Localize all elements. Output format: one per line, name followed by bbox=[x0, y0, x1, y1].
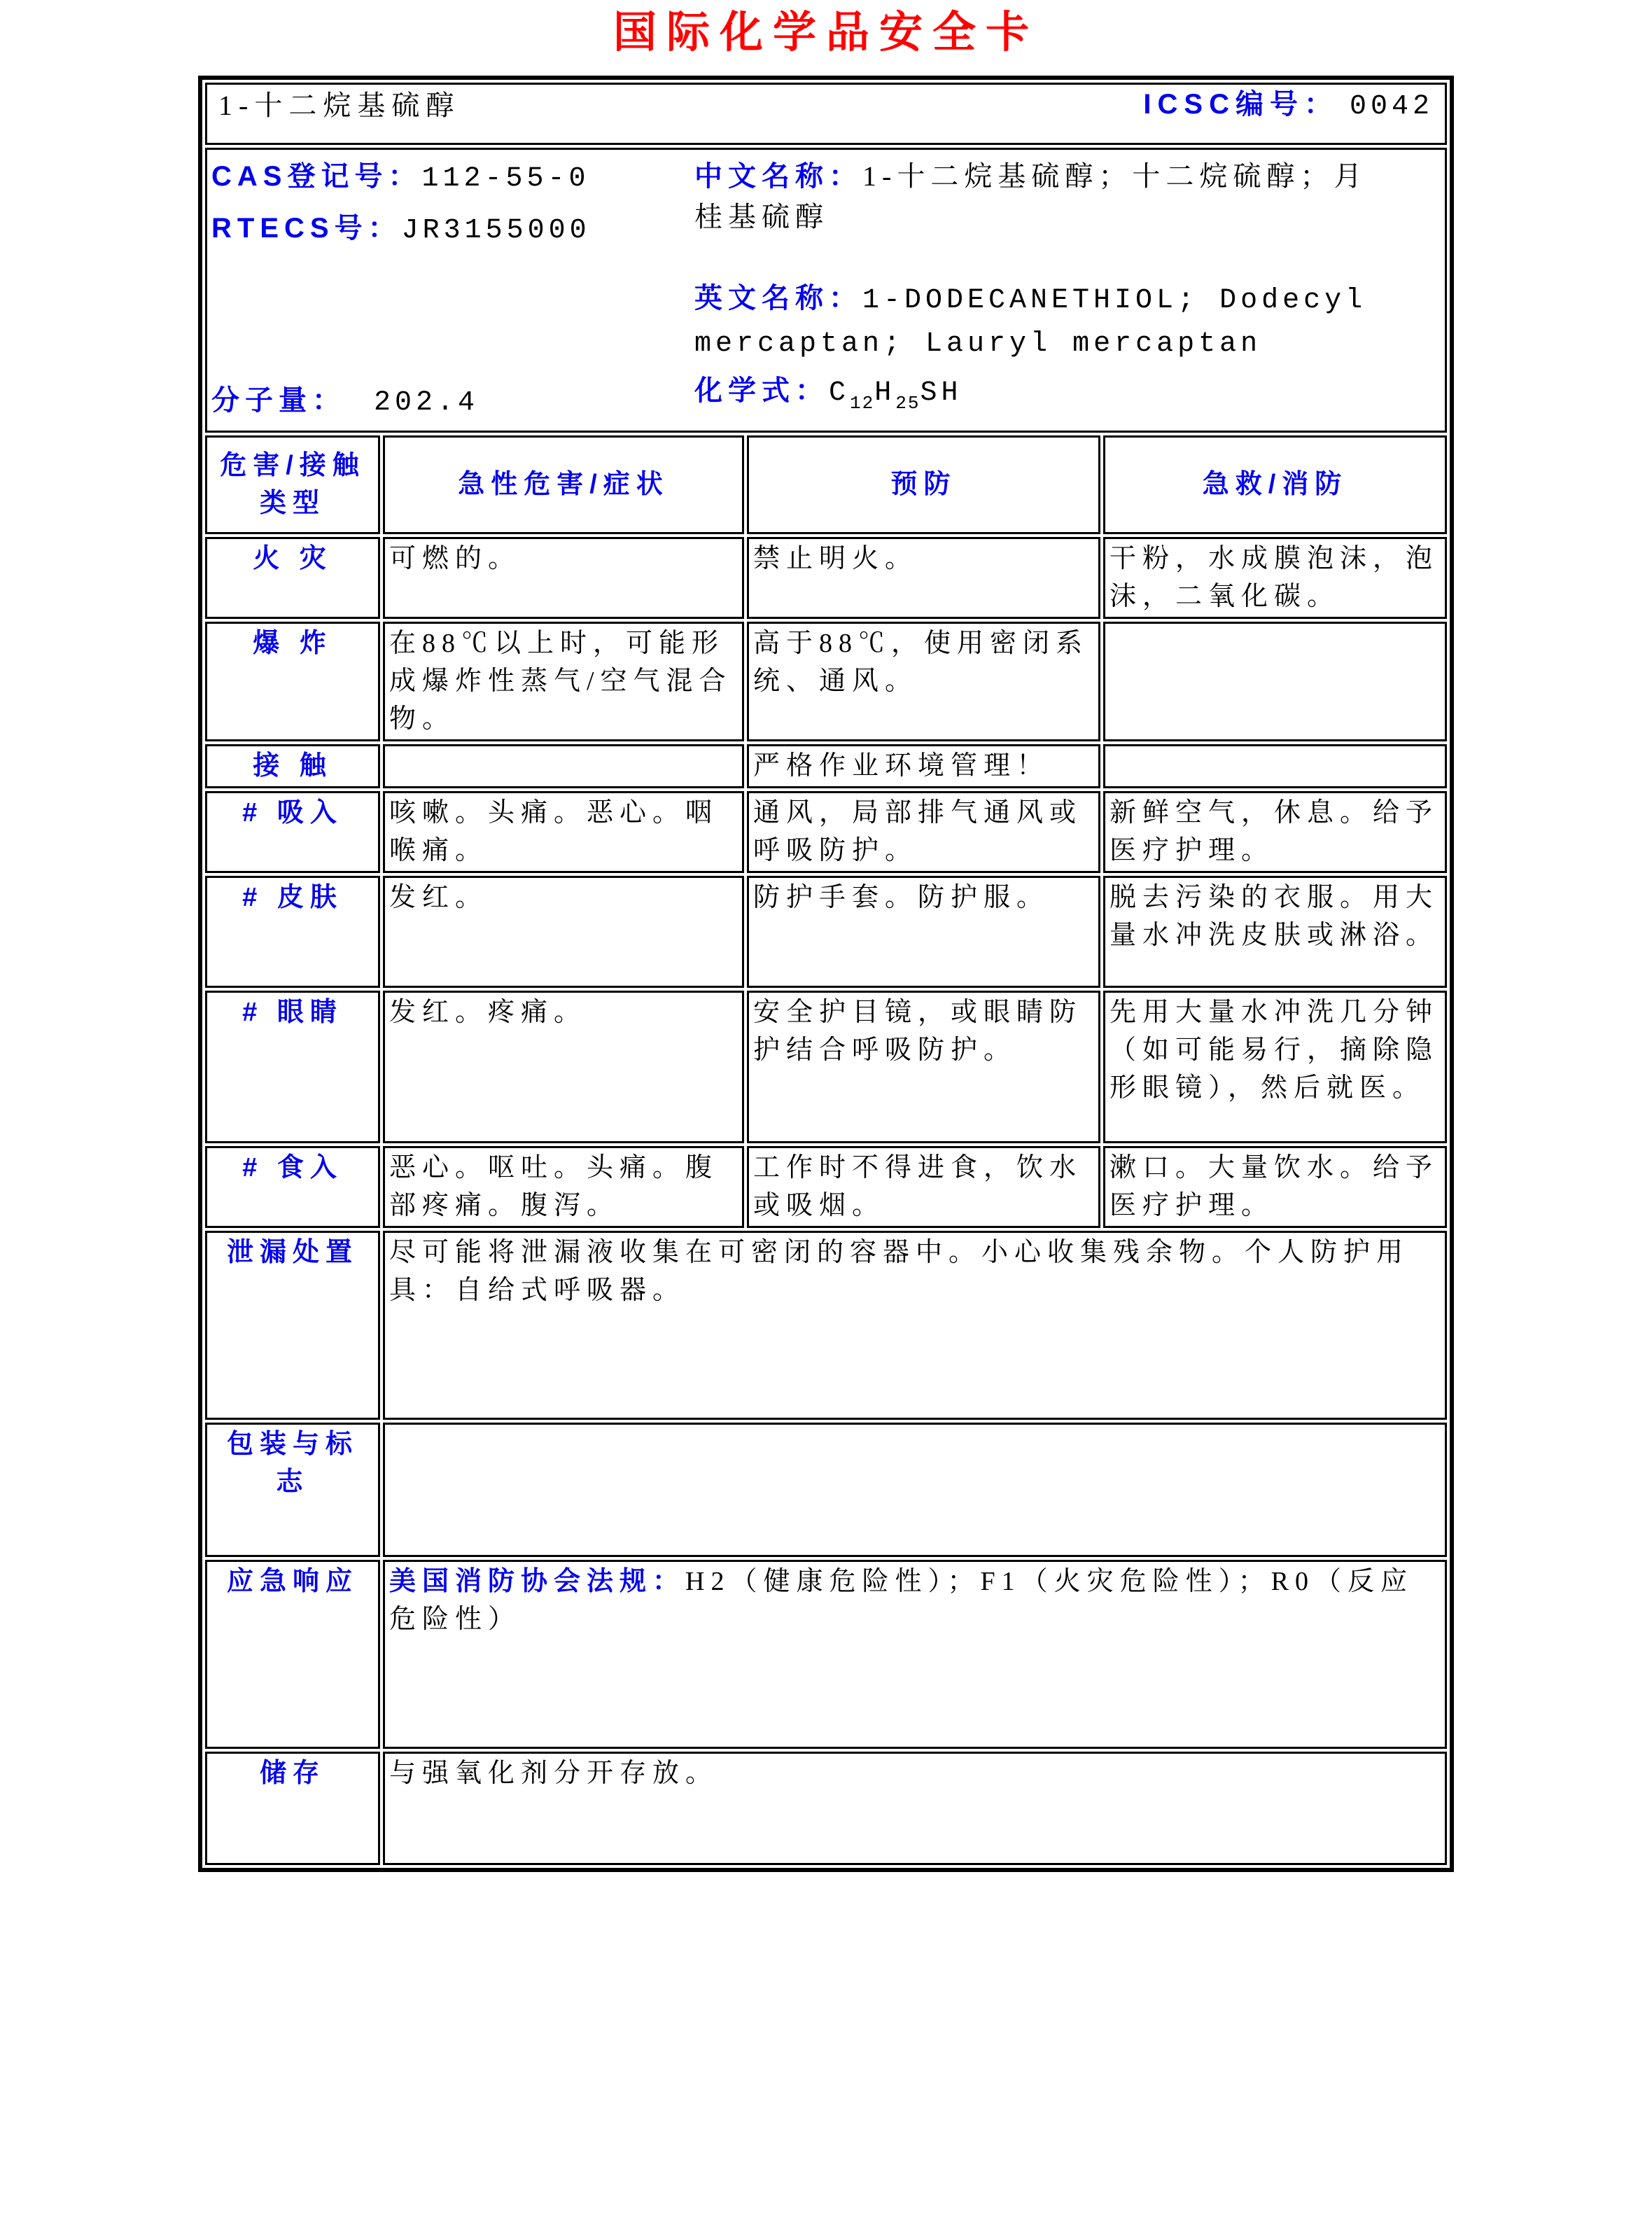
eyes-symptoms: 发红。疼痛。 bbox=[383, 991, 744, 1143]
inhalation-prevention: 通风，局部排气通风或呼吸防护。 bbox=[747, 791, 1100, 873]
fire-prevention: 禁止明火。 bbox=[747, 537, 1100, 619]
rtecs-line bbox=[211, 208, 694, 251]
hazard-row-inhalation bbox=[205, 791, 1447, 873]
rtecs-value: JR3155000 bbox=[401, 215, 591, 246]
molecular-weight-value: 202.4 bbox=[374, 387, 479, 419]
hazard-label-fire: 火 灾 bbox=[205, 537, 380, 619]
nfpa-value: H2（健康危险性）；F1（火灾危险性）；R0（反应危险性） bbox=[389, 1567, 1413, 1634]
formula-label: 化学式： bbox=[694, 375, 829, 406]
eyes-prevention: 安全护目镜，或眼睛防护结合呼吸防护。 bbox=[747, 991, 1100, 1143]
formula-subscript: 12 bbox=[850, 393, 875, 414]
hazard-row-eyes bbox=[205, 991, 1447, 1143]
table-header-row bbox=[205, 435, 1447, 534]
packaging-content bbox=[383, 1423, 1447, 1557]
identity-row bbox=[205, 148, 1447, 433]
molecular-weight-label: 分子量： bbox=[211, 385, 346, 416]
icsc-card-table bbox=[198, 76, 1454, 1872]
formula-subscript: 25 bbox=[895, 393, 920, 414]
inhalation-symptoms: 咳嗽。头痛。恶心。咽喉痛。 bbox=[383, 791, 744, 873]
hazard-row-ingestion bbox=[205, 1146, 1447, 1228]
nfpa-label: 美国消防协会法规： bbox=[389, 1567, 686, 1596]
chinese-name-line bbox=[694, 156, 1394, 237]
cas-line bbox=[211, 156, 694, 200]
hazard-label-skin: # 皮肤 bbox=[205, 876, 380, 988]
storage-content: 与强氧化剂分开存放。 bbox=[383, 1752, 1447, 1865]
skin-symptoms: 发红。 bbox=[383, 876, 744, 988]
formula-value bbox=[829, 377, 962, 414]
icsc-number bbox=[1143, 85, 1434, 126]
ingestion-response: 漱口。大量饮水。给予医疗护理。 bbox=[1103, 1146, 1447, 1228]
cas-label: CAS登记号： bbox=[211, 161, 422, 192]
section-row-storage bbox=[205, 1752, 1447, 1865]
header-symptoms: 急性危害/症状 bbox=[383, 435, 744, 534]
section-row-emergency bbox=[205, 1560, 1447, 1749]
formula-part: C bbox=[829, 377, 850, 409]
ingestion-symptoms: 恶心。呕吐。头痛。腹部疼痛。腹泻。 bbox=[383, 1146, 744, 1228]
exposure-symptoms bbox=[383, 744, 744, 788]
explosion-prevention: 高于88℃，使用密闭系统、通风。 bbox=[747, 622, 1100, 741]
skin-prevention: 防护手套。防护服。 bbox=[747, 876, 1100, 988]
header-hazard-type-line2: 类型 bbox=[259, 489, 326, 518]
inhalation-response: 新鲜空气，休息。给予医疗护理。 bbox=[1103, 791, 1447, 873]
page-title: 国际化学品安全卡 bbox=[612, 8, 1039, 57]
fire-response: 干粉，水成膜泡沫，泡沫，二氧化碳。 bbox=[1103, 537, 1447, 619]
english-name-label: 英文名称： bbox=[694, 283, 862, 314]
section-label-packaging: 包装与标志 bbox=[205, 1423, 380, 1557]
hazard-label-inhalation: # 吸入 bbox=[205, 791, 380, 873]
header-response: 急救/消防 bbox=[1103, 435, 1447, 534]
rtecs-label: RTECS号： bbox=[211, 213, 402, 244]
hazard-row-fire bbox=[205, 537, 1447, 619]
hazard-row-explosion bbox=[205, 622, 1447, 741]
hazard-label-eyes: # 眼睛 bbox=[205, 991, 380, 1143]
exposure-prevention: 严格作业环境管理！ bbox=[747, 744, 1100, 788]
english-name-value: 1-DODECANETHIOL; Dodecyl mercaptan; Lauryl mercaptan bbox=[694, 285, 1367, 360]
eyes-response: 先用大量水冲洗几分钟（如可能易行，摘除隐形眼镜），然后就医。 bbox=[1103, 991, 1447, 1143]
header-hazard-type-line1: 危害/接触 bbox=[220, 451, 365, 480]
name-cell bbox=[205, 83, 1447, 145]
cas-value: 112-55-0 bbox=[421, 163, 590, 195]
name-row bbox=[205, 83, 1447, 145]
section-label-spillage: 泄漏处置 bbox=[205, 1231, 380, 1420]
header-prevention: 预防 bbox=[747, 435, 1100, 534]
hazard-label-ingestion: # 食入 bbox=[205, 1146, 380, 1228]
skin-response: 脱去污染的衣服。用大量水冲洗皮肤或淋浴。 bbox=[1103, 876, 1447, 988]
formula-line bbox=[694, 370, 1394, 428]
formula-part: SH bbox=[920, 377, 962, 409]
exposure-response bbox=[1103, 744, 1447, 788]
section-row-spillage bbox=[205, 1231, 1447, 1420]
fire-symptoms: 可燃的。 bbox=[383, 537, 744, 619]
spillage-content: 尽可能将泄漏液收集在可密闭的容器中。小心收集残余物。个人防护用具：自给式呼吸器。 bbox=[383, 1231, 1447, 1420]
section-label-storage: 储存 bbox=[205, 1752, 380, 1865]
ingestion-prevention: 工作时不得进食，饮水或吸烟。 bbox=[747, 1146, 1100, 1228]
emergency-content bbox=[383, 1560, 1447, 1749]
hazard-row-skin bbox=[205, 876, 1447, 988]
explosion-symptoms: 在88℃以上时，可能形成爆炸性蒸气/空气混合物。 bbox=[383, 622, 744, 741]
identity-right-column bbox=[694, 151, 1394, 428]
english-name-line bbox=[694, 278, 1394, 365]
identity-left-column bbox=[211, 151, 694, 428]
molecular-weight-line bbox=[211, 380, 694, 428]
header-hazard-type bbox=[205, 435, 380, 534]
icsc-number-value: 0042 bbox=[1349, 91, 1434, 123]
section-label-emergency: 应急响应 bbox=[205, 1560, 380, 1749]
hazard-label-exposure: 接 触 bbox=[205, 744, 380, 788]
hazard-label-explosion: 爆 炸 bbox=[205, 622, 380, 741]
hazard-row-exposure bbox=[205, 744, 1447, 788]
chemical-name: 1-十二烷基硫醇 bbox=[218, 90, 461, 121]
explosion-response bbox=[1103, 622, 1447, 741]
section-row-packaging bbox=[205, 1423, 1447, 1557]
identity-cell bbox=[205, 148, 1447, 433]
chinese-name-label: 中文名称： bbox=[694, 161, 862, 192]
chinese-name-value: 1-十二烷基硫醇；十二烷硫醇；月桂基硫醇 bbox=[694, 160, 1368, 232]
formula-part: H bbox=[874, 377, 896, 409]
icsc-number-label: ICSC编号： bbox=[1143, 89, 1338, 120]
